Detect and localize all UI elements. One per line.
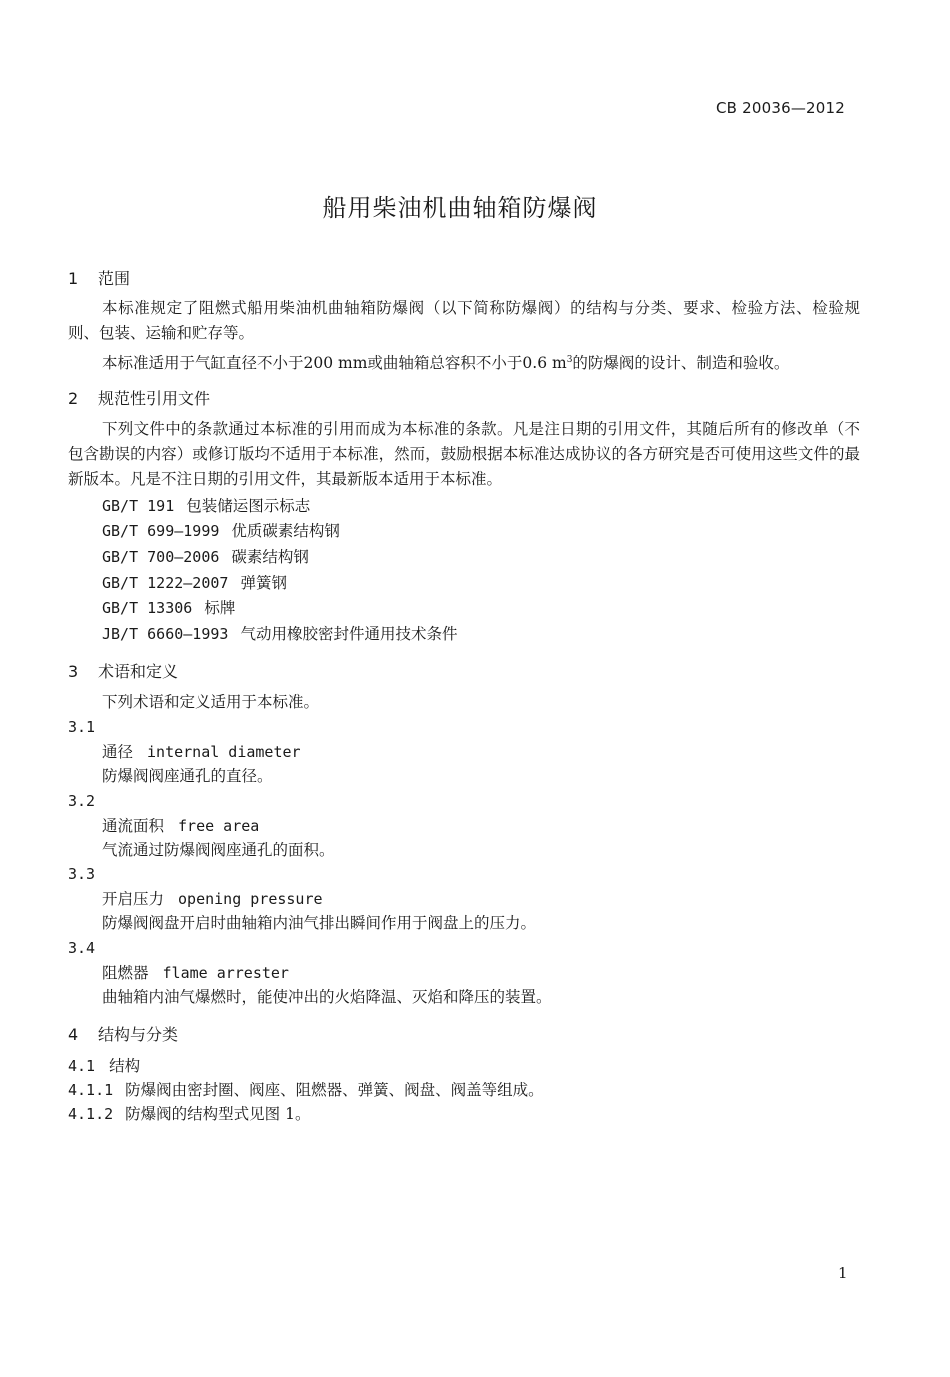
subsection-title: 结构 [109,1057,141,1075]
term-english: internal diameter [147,743,301,761]
reference-item [102,622,457,647]
section-2-paragraph: 下列文件中的条款通过本标准的引用而成为本标准的条款。凡是注日期的引用文件，其随后所有的修改单（不包含勘误的内容）或修订版均不适用于本标准，然而，鼓励根据本标准达成协议的各方研究是否可使用这些文件的最新版本。凡是不注日期的引用文件，其最新版本适用于本标准。 [68,420,860,488]
term-heading [102,961,289,983]
term-chinese: 阻燃器 [102,964,149,982]
term-heading [102,814,259,836]
term-number: 3.4 [68,939,96,957]
section-1-number: 1 [68,269,79,288]
clause-item [68,1078,544,1103]
section-3-heading [68,659,178,682]
reference-title: 气动用橡胶密封件通用技术条件 [240,625,458,643]
section-2-number: 2 [68,389,79,408]
reference-title: 碳素结构钢 [231,548,309,566]
term-definition: 曲轴箱内油气爆燃时，能使冲出的火焰降温、灭焰和降压的装置。 [102,988,552,1006]
document-number: CB 20036—2012 [715,99,845,117]
reference-item [102,494,310,519]
section-4-heading [68,1022,178,1045]
term-english: flame arrester [162,964,289,982]
clause-number: 4.1.1 [68,1081,114,1099]
term-chinese: 开启压力 [102,890,165,908]
section-1-paragraph-2-tail: 的防爆阀的设计、制造和验收。 [572,354,790,373]
section-3-title: 术语和定义 [98,662,179,681]
section-2-heading [68,386,210,409]
subsection-4-1-heading [68,1054,140,1079]
term-heading [102,887,323,909]
clause-text: 防爆阀的结构型式见图 1。 [125,1105,311,1123]
reference-title: 弹簧钢 [240,574,287,592]
document-title: 船用柴油机曲轴箱防爆阀 [322,194,598,222]
term-definition: 气流通过防爆阀阀座通孔的面积。 [102,841,335,859]
reference-item [102,545,309,570]
term-number: 3.3 [68,865,96,883]
section-1-paragraph-2 [68,348,860,376]
term-number: 3.1 [68,718,96,736]
section-2-title: 规范性引用文件 [98,389,211,408]
reference-title: 包装储运图示标志 [186,497,311,515]
section-1-heading [68,266,130,289]
reference-item [102,519,340,544]
term-definition: 防爆阀阀座通孔的直径。 [102,767,273,785]
reference-code: JB/T 6660—1993 [102,625,229,643]
section-4-number: 4 [68,1025,79,1044]
superscript-3: 3 [566,355,573,365]
term-chinese: 通流面积 [102,817,165,835]
section-1-paragraph-1: 本标准规定了阻燃式船用柴油机曲轴箱防爆阀（以下简称防爆阀）的结构与分类、要求、检验方法、检验规则、包装、运输和贮存等。 [68,299,860,342]
section-3-intro: 下列术语和定义适用于本标准。 [102,693,320,711]
section-3-number: 3 [68,662,79,681]
term-definition: 防爆阀阀盘开启时曲轴箱内油气排出瞬间作用于阀盘上的压力。 [102,914,537,932]
reference-code: GB/T 13306 [102,599,193,617]
reference-code: GB/T 191 [102,497,175,515]
clause-number: 4.1.2 [68,1105,114,1123]
clause-item [68,1102,310,1127]
term-number: 3.2 [68,792,96,810]
term-heading [102,740,301,762]
reference-title: 优质碳素结构钢 [231,522,340,540]
reference-code: GB/T 1222—2007 [102,574,229,592]
clause-text: 防爆阀由密封圈、阀座、阻燃器、弹簧、阀盘、阀盖等组成。 [125,1081,544,1099]
reference-item [102,571,287,596]
reference-code: GB/T 700—2006 [102,548,220,566]
reference-item [102,596,235,621]
term-english: free area [178,817,260,835]
section-1-paragraph-2-text: 本标准适用于气缸直径不小于200 mm或曲轴箱总容积不小于0.6 m [102,354,567,373]
reference-code: GB/T 699—1999 [102,522,220,540]
subsection-number: 4.1 [68,1057,96,1075]
section-4-title: 结构与分类 [98,1025,179,1044]
term-chinese: 通径 [102,743,134,761]
term-english: opening pressure [178,890,323,908]
page-number: 1 [838,1264,848,1282]
reference-title: 标牌 [204,599,236,617]
section-1-title: 范围 [98,269,131,288]
